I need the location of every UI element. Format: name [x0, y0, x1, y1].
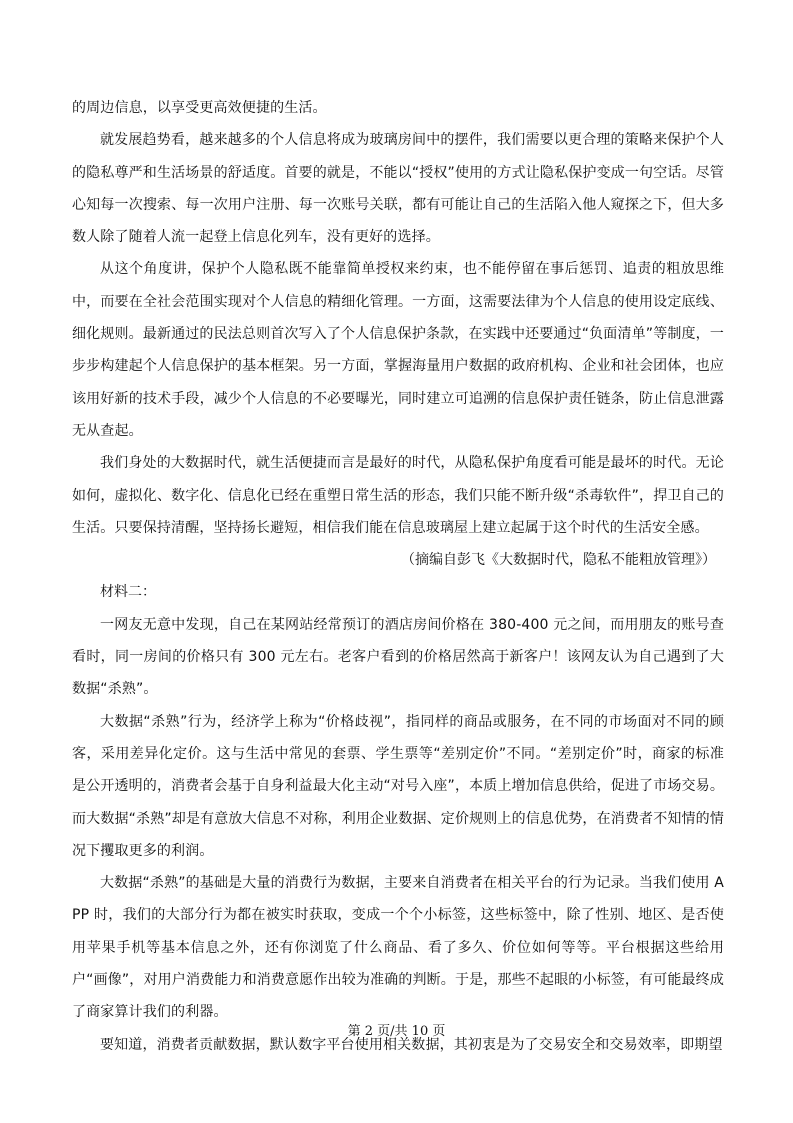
paragraph-consumer-contribution: 要知道，消费者贡献数据，默认数字平台使用相关数据，其初衷是为了交易安全和交易效率，即期望: [100, 1036, 723, 1053]
document-body: [72, 92, 724, 1061]
paragraph-era: 我们身处的大数据时代，就生活便捷而言是最好的时代，从隐私保护角度看可能是最坏的时代。无论如何，虚拟化、数字化、信息化已经在重塑日常生活的形态，我们只能不断升级“杀毒软件”，捍卫自己的生活。只要保持清醒，坚持扬长避短，相信我们能在信息玻璃屋上建立起属于这个时代的生活安全感。: [72, 455, 724, 536]
page-footer: 第 2 页/共 10 页: [347, 1024, 446, 1039]
paragraph-trend: 就发展趋势看，越来越多的个人信息将成为玻璃房间中的摆件，我们需要以更合理的策略来保护个人的隐私尊严和生活场景的舒适度。首要的就是，不能以“授权”使用的方式让隐私保护变成一句空话。尽管心知每一次搜索、每一次用户注册、每一次账号关联，都有可能让自己的生活陷入他人窥探之下，但大多数人除了随着人流一起登上信息化列车，没有更好的选择。: [72, 132, 724, 246]
paragraph-hotel-example: 一网友无意中发现，自己在某网站经常预订的酒店房间价格在 380-400 元之间，而用朋友的账号查看时，同一房间的价格只有 300 元左右。老客户看到的价格居然高于新客户！该网友认为自己遇到了大数据“杀熟”。: [72, 616, 724, 698]
paragraph-consumer-data: 大数据“杀熟”的基础是大量的消费行为数据，主要来自消费者在相关平台的行为记录。当我们使用 APP 时，我们的大部分行为都在被实时获取，变成一个个小标签，这些标签中，除了性别、地区、是否使用苹果手机等基本信息之外，还有你浏览了什么商品、看了多久、价位如何等等。平台根据这些给用户“画像”，对用户消费能力和消费意愿作出较为准确的判断。于是，那些不起眼的小标签，有可能最终成了商家算计我们的利器。: [72, 875, 724, 1021]
paragraph-price-discrimination: 大数据“杀熟”行为，经济学上称为“价格歧视”，指同样的商品或服务，在不同的市场面对不同的顾客，采用差异化定价。这与生活中常见的套票、学生票等“差别定价”不同。“差别定价”时，商家的标准是公开透明的，消费者会基于自身利益最大化主动“对号入座”，本质上增加信息供给，促进了市场交易。而大数据“杀熟”却是有意放大信息不对称，利用企业数据、定价规则上的信息优势，在消费者不知情的情况下攫取更多的利润。: [72, 713, 724, 859]
material-label: 材料二：: [100, 584, 156, 601]
paragraph-protection: 从这个角度讲，保护个人隐私既不能靠简单授权来约束，也不能停留在事后惩罚、追责的粗放思维中，而要在全社会范围实现对个人信息的精细化管理。一方面，这需要法律为个人信息的使用设定底线、细化规则。最新通过的民法总则首次写入了个人信息保护条款，在实践中还要通过“负面清单”等制度，一步步构建起个人信息保护的基本框架。另一方面，掌握海量用户数据的政府机构、企业和社会团体，也应该用好新的技术手段，减少个人信息的不必要曝光，同时建立可追溯的信息保护责任链条，防止信息泄露无从查起。: [72, 261, 724, 439]
source-citation: （摘编自彭飞《大数据时代，隐私不能粗放管理》）: [401, 552, 716, 569]
paragraph-continuation: 的周边信息，以享受更高效便捷的生活。: [72, 100, 327, 116]
